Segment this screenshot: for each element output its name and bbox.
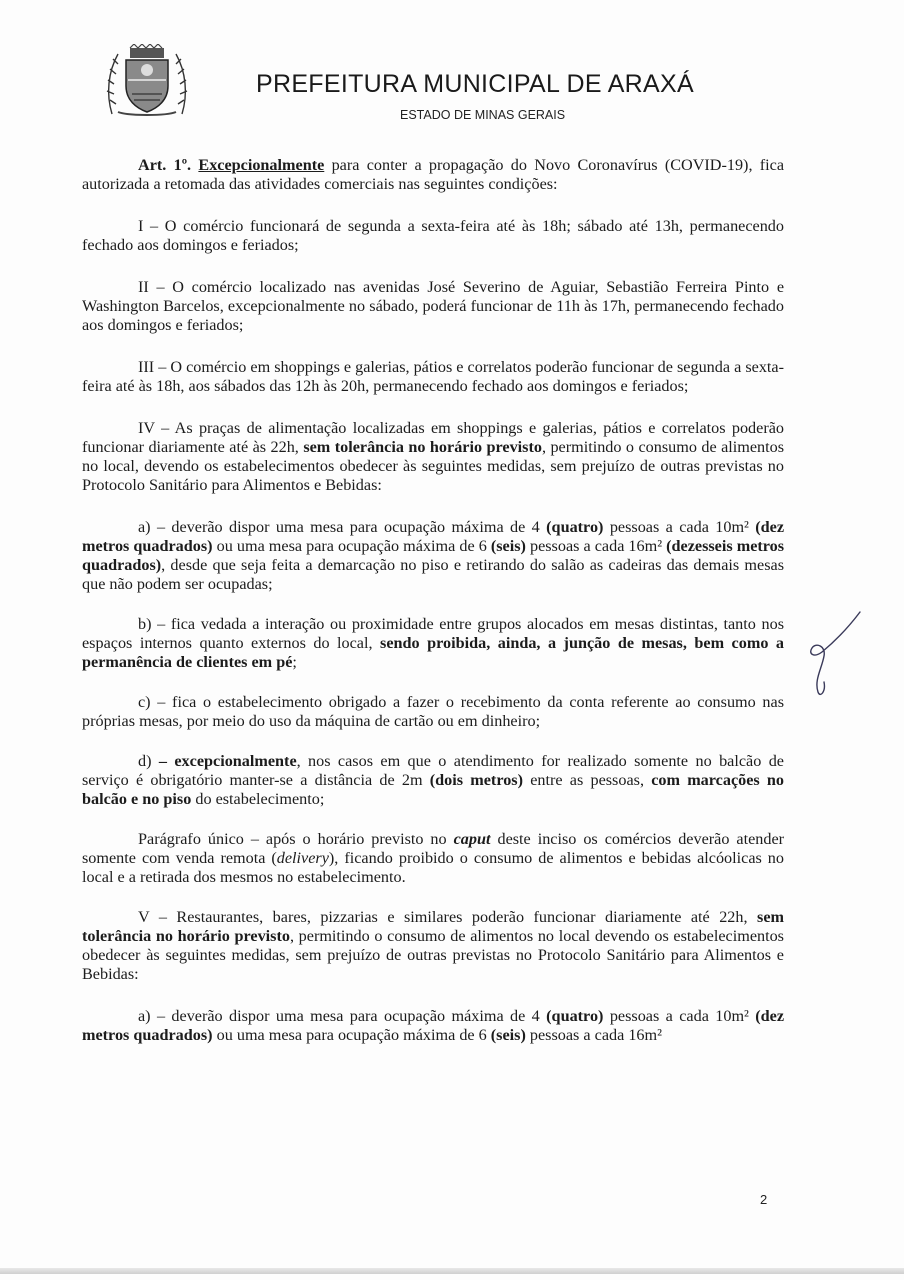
v-a-text-2: pessoas a cada 10m² [609, 1007, 749, 1025]
paragrafo-unico [82, 830, 784, 887]
municipal-coat-of-arms-icon [104, 44, 190, 118]
item-iv-b [82, 615, 784, 672]
page-title: PREFEITURA MUNICIPAL DE ARAXÁ [256, 70, 694, 98]
iv-a-text-3: ou uma mesa para ocupação máxima de 6 [216, 537, 487, 555]
item-v-text-2: , permitindo o consumo de alimentos no local devendo os estabelecimentos obedecer às seguintes medidas, sem prejuízo de outras previstas no Protocolo Sanitário para Alimentos e Bebidas: [82, 927, 784, 983]
iv-b-text-2: ; [292, 653, 297, 671]
item-v-bold: sem tolerância no horário previsto [82, 908, 784, 945]
article-text: para conter a propagação do Novo Coronavírus (COVID-19), fica autorizada a retomada das atividades comerciais nas seguintes condições: [82, 156, 785, 193]
v-a-bold-3: (seis) [490, 1026, 526, 1044]
item-iii: III – O comércio em shoppings e galerias, pátios e correlatos poderão funcionar de segunda a sexta-feira até às 18h, aos sábados das 12h às 20h, permanecendo fechado aos domingos e feriados; [82, 358, 784, 395]
item-iv [82, 419, 784, 495]
article-label: Art. 1º. [138, 156, 192, 174]
scan-bottom-edge [0, 1268, 904, 1274]
item-iv-bold: sem tolerância no horário previsto [303, 438, 542, 456]
iv-d-text-3: do estabelecimento; [195, 790, 325, 808]
v-a-bold-2: (dez metros quadrados) [82, 1007, 785, 1044]
handwritten-signature-icon [800, 608, 870, 700]
iv-d-bold-2: (dois metros) [429, 771, 523, 789]
v-a-bold-1: (quatro) [546, 1007, 604, 1025]
iv-a-text-5: , desde que seja feita a demarcação no piso e retirando do salão as cadeiras das demais mesas que não podem ser ocupadas; [82, 556, 784, 593]
paragrafo-caput: caput [453, 830, 491, 848]
iv-d-bold-1: – excepcionalmente [158, 752, 297, 770]
paragrafo-text-2: deste inciso os comércios deverão atender somente com venda remota ( [82, 830, 785, 867]
paragrafo-delivery: delivery [276, 849, 329, 867]
iv-a-bold-4: (dezesseis metros quadrados) [82, 537, 785, 574]
v-a-text-4: pessoas a cada 16m² [529, 1026, 662, 1044]
iv-a-text-1: a) – deverão dispor uma mesa para ocupação máxima de 4 [138, 518, 540, 536]
iv-a-text-2: pessoas a cada 10m² [609, 518, 749, 536]
iv-b-bold: sendo proibida, ainda, a junção de mesas, bem como a permanência de clientes em pé [82, 634, 785, 671]
item-iv-text-2: , permitindo o consumo de alimentos no local, devendo os estabelecimentos obedecer às seguintes medidas, sem prejuízo de outras previstas no Protocolo Sanitário para Alimentos e Bebidas: [82, 438, 785, 494]
document-body [82, 156, 784, 1066]
iv-a-bold-3: (seis) [490, 537, 526, 555]
page-subtitle: ESTADO DE MINAS GERAIS [400, 108, 566, 122]
iv-a-bold-2: (dez metros quadrados) [82, 518, 785, 555]
paragrafo-text-1: Parágrafo único – após o horário previsto no [138, 830, 447, 848]
page-number: 2 [760, 1192, 768, 1207]
iv-d-text-1: , nos casos em que o atendimento for realizado somente no balcão de serviço é obrigatório manter-se a distância de 2m [82, 752, 784, 789]
item-v-text-1: V – Restaurantes, bares, pizzarias e similares poderão funcionar diariamente até 22h, [138, 908, 748, 926]
article-emphasis: Excepcionalmente [198, 156, 325, 174]
iv-a-bold-1: (quatro) [546, 518, 604, 536]
item-iv-a [82, 518, 784, 594]
article-1 [82, 156, 784, 194]
item-iv-c: c) – fica o estabelecimento obrigado a fazer o recebimento da conta referente ao consumo nas próprias mesas, por meio do uso da máquina de cartão ou em dinheiro; [82, 693, 784, 730]
item-v [82, 908, 784, 984]
item-ii: II – O comércio localizado nas avenidas José Severino de Aguiar, Sebastião Ferreira Pinto e Washington Barcelos, excepcionalmente no sábado, poderá funcionar de 11h às 17h, permanecendo fechado aos domingos e feriados; [82, 278, 784, 334]
iv-d-label: d) [138, 752, 152, 770]
item-iv-d [82, 752, 784, 809]
iv-b-text-1: b) – fica vedada a interação ou proximidade entre grupos alocados em mesas distintas, tanto nos espaços internos quanto externos do local, [82, 615, 784, 652]
item-iv-text-1: IV – As praças de alimentação localizadas em shoppings e galerias, pátios e correlatos poderão funcionar diariamente até às 22h, [82, 419, 784, 456]
item-v-a [82, 1007, 784, 1045]
item-i: I – O comércio funcionará de segunda a sexta-feira até às 18h; sábado até 13h, permanecendo fechado aos domingos e feriados; [82, 217, 784, 254]
iv-d-bold-3: com marcações no balcão e no piso [82, 771, 785, 808]
iv-a-text-4: pessoas a cada 16m² [529, 537, 663, 555]
v-a-text-1: a) – deverão dispor uma mesa para ocupação máxima de 4 [138, 1007, 540, 1025]
iv-d-text-2: entre as pessoas, [530, 771, 644, 789]
paragrafo-text-3: ), ficando proibido o consumo de alimentos e bebidas alcóolicas no local e a retirada dos mesmos no estabelecimento. [82, 849, 784, 886]
v-a-text-3: ou uma mesa para ocupação máxima de 6 [216, 1026, 487, 1044]
